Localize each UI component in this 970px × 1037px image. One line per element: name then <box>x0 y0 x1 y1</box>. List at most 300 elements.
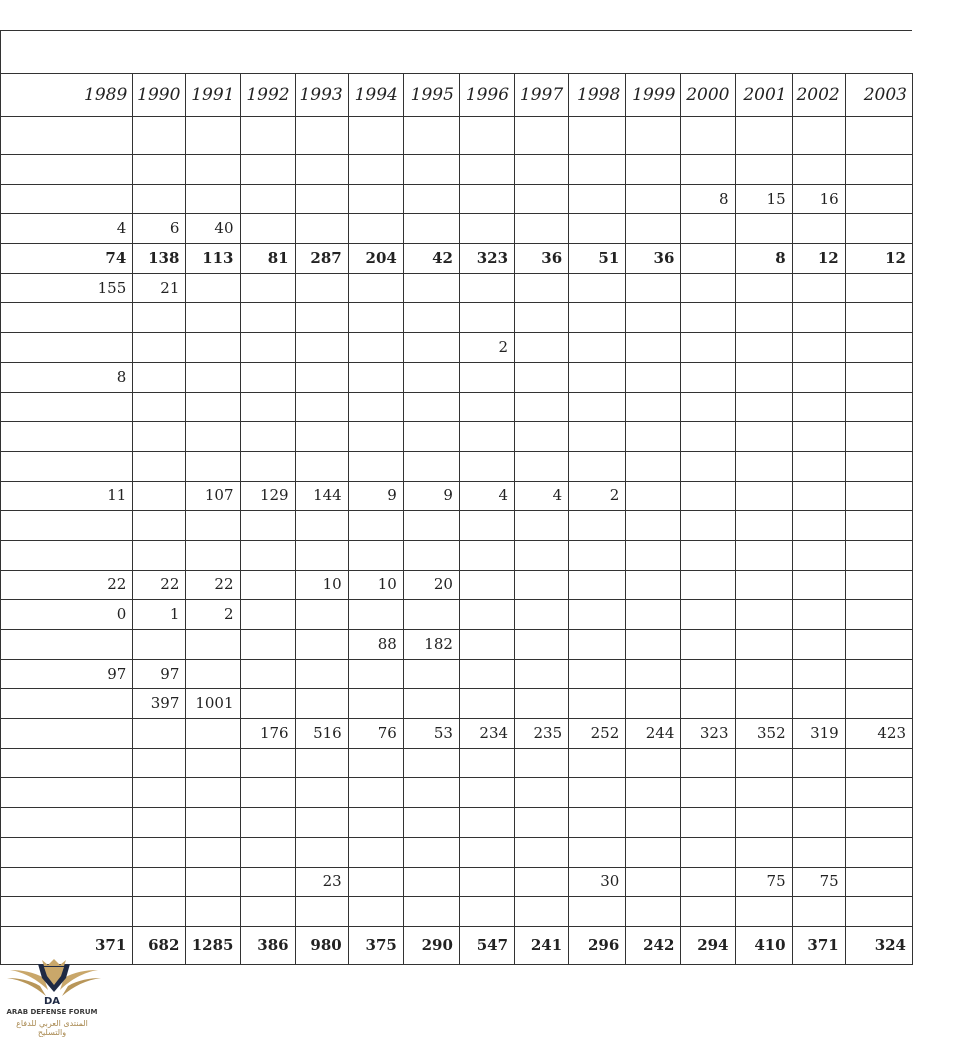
table-cell <box>295 511 348 541</box>
table-cell <box>792 748 845 778</box>
table-cell: 155 <box>1 273 133 303</box>
table-cell <box>1 630 133 660</box>
table-cell <box>348 897 403 927</box>
table-cell <box>459 689 514 719</box>
table-cell: 371 <box>1 926 133 964</box>
table-cell: 410 <box>735 926 792 964</box>
table-cell <box>295 540 348 570</box>
table-cell <box>295 659 348 689</box>
table-cell <box>459 303 514 333</box>
total-row <box>1 926 913 964</box>
year-header: 1996 <box>459 74 514 117</box>
table-cell <box>459 392 514 422</box>
year-header: 1998 <box>569 74 626 117</box>
table-cell: 2 <box>459 333 514 363</box>
table-cell <box>845 659 912 689</box>
table-cell <box>845 540 912 570</box>
table-cell: 682 <box>133 926 186 964</box>
table-cell <box>792 570 845 600</box>
table-row <box>1 778 913 808</box>
table-cell <box>735 422 792 452</box>
table-cell <box>515 511 569 541</box>
table-cell <box>1 392 133 422</box>
table-cell <box>459 214 514 244</box>
table-cell <box>845 511 912 541</box>
table-cell <box>403 689 459 719</box>
table-cell: 386 <box>240 926 295 964</box>
table-cell <box>240 778 295 808</box>
table-cell <box>626 333 681 363</box>
table-cell <box>792 117 845 155</box>
table-row <box>1 659 913 689</box>
table-cell: 287 <box>295 244 348 274</box>
table-cell <box>792 481 845 511</box>
table-cell <box>569 600 626 630</box>
table-cell <box>240 117 295 155</box>
table-cell <box>133 303 186 333</box>
table-cell <box>626 630 681 660</box>
table-row <box>1 540 913 570</box>
table-cell <box>295 451 348 481</box>
table-cell <box>626 481 681 511</box>
table-cell <box>459 540 514 570</box>
table-cell <box>295 808 348 838</box>
table-cell <box>240 451 295 481</box>
table-cell <box>735 659 792 689</box>
year-header: 2000 <box>681 74 735 117</box>
table-cell <box>515 451 569 481</box>
table-cell <box>459 273 514 303</box>
table-row <box>1 481 913 511</box>
table-cell <box>792 778 845 808</box>
table-cell <box>186 273 240 303</box>
year-header: 2002 <box>792 74 845 117</box>
table-cell <box>240 540 295 570</box>
table-cell <box>626 155 681 185</box>
table-body <box>1 117 913 965</box>
table-cell <box>792 659 845 689</box>
arab-defense-forum-logo <box>4 956 104 1037</box>
table-cell: 36 <box>515 244 569 274</box>
table-cell <box>845 897 912 927</box>
table-cell <box>569 184 626 214</box>
table-cell <box>1 117 133 155</box>
table-cell: 244 <box>626 719 681 749</box>
table-cell: 16 <box>792 184 845 214</box>
table-cell <box>681 897 735 927</box>
table-cell <box>792 511 845 541</box>
table-cell: 4 <box>1 214 133 244</box>
table-cell <box>515 897 569 927</box>
table-cell <box>240 748 295 778</box>
table-cell <box>403 511 459 541</box>
table-cell: 97 <box>133 659 186 689</box>
table-cell <box>403 214 459 244</box>
table-cell <box>569 362 626 392</box>
table-cell <box>681 570 735 600</box>
table-cell <box>240 184 295 214</box>
table-cell <box>515 273 569 303</box>
table-cell <box>845 155 912 185</box>
table-cell <box>569 630 626 660</box>
table-cell <box>240 155 295 185</box>
table-cell: 0 <box>1 600 133 630</box>
table-cell <box>681 540 735 570</box>
table-cell <box>845 570 912 600</box>
table-cell <box>186 362 240 392</box>
table-cell <box>1 897 133 927</box>
table-row <box>1 392 913 422</box>
table-cell <box>515 333 569 363</box>
table-cell: 88 <box>348 630 403 660</box>
table-cell <box>240 422 295 452</box>
table-cell <box>133 451 186 481</box>
table-cell <box>845 778 912 808</box>
table-cell <box>348 117 403 155</box>
table-cell <box>186 117 240 155</box>
table-cell: 107 <box>186 481 240 511</box>
table-cell: 9 <box>403 481 459 511</box>
table-cell <box>792 392 845 422</box>
table-cell <box>515 867 569 897</box>
table-cell <box>1 422 133 452</box>
table-cell <box>735 451 792 481</box>
table-cell <box>792 422 845 452</box>
table-cell <box>1 303 133 333</box>
table-cell <box>348 540 403 570</box>
table-cell: 423 <box>845 719 912 749</box>
table-cell <box>735 808 792 838</box>
table-cell <box>459 155 514 185</box>
table-cell <box>735 362 792 392</box>
table-cell <box>403 333 459 363</box>
table-cell: 22 <box>186 570 240 600</box>
table-cell <box>403 155 459 185</box>
table-row <box>1 897 913 927</box>
table-cell <box>792 630 845 660</box>
table-cell <box>348 451 403 481</box>
table-cell <box>1 719 133 749</box>
table-cell <box>133 117 186 155</box>
table-cell: 319 <box>792 719 845 749</box>
table-cell <box>515 808 569 838</box>
table-cell: 8 <box>681 184 735 214</box>
table-cell: 12 <box>845 244 912 274</box>
table-row <box>1 837 913 867</box>
table-cell <box>515 600 569 630</box>
table-cell <box>186 748 240 778</box>
table-cell <box>133 511 186 541</box>
table-cell <box>459 511 514 541</box>
table-cell <box>735 303 792 333</box>
table-cell <box>240 837 295 867</box>
table-cell <box>133 837 186 867</box>
table-cell <box>681 392 735 422</box>
table-row <box>1 333 913 363</box>
table-cell <box>792 303 845 333</box>
table-cell <box>626 422 681 452</box>
table-cell <box>792 600 845 630</box>
table-cell <box>569 392 626 422</box>
table-cell <box>626 511 681 541</box>
table-cell <box>569 540 626 570</box>
table-cell <box>348 333 403 363</box>
table-cell <box>735 392 792 422</box>
table-cell <box>626 600 681 630</box>
table-cell <box>626 184 681 214</box>
table-cell: 36 <box>626 244 681 274</box>
table-cell <box>515 540 569 570</box>
table-cell <box>626 273 681 303</box>
table-cell <box>681 867 735 897</box>
table-cell <box>681 273 735 303</box>
year-header: 1994 <box>348 74 403 117</box>
table-cell <box>295 837 348 867</box>
table-cell <box>845 392 912 422</box>
table-cell: 23 <box>295 867 348 897</box>
table-cell <box>295 897 348 927</box>
table-cell <box>735 155 792 185</box>
table-cell <box>681 778 735 808</box>
table-cell <box>1 511 133 541</box>
table-cell <box>515 362 569 392</box>
table-cell <box>133 392 186 422</box>
table-cell <box>186 303 240 333</box>
table-row <box>1 689 913 719</box>
table-cell: 76 <box>348 719 403 749</box>
table-cell <box>515 184 569 214</box>
table-cell <box>459 570 514 600</box>
table-cell <box>569 748 626 778</box>
table-cell <box>133 748 186 778</box>
left-rule <box>0 30 1 73</box>
table-cell: 352 <box>735 719 792 749</box>
table-cell: 4 <box>515 481 569 511</box>
table-cell: 113 <box>186 244 240 274</box>
table-cell <box>626 778 681 808</box>
table-cell <box>626 748 681 778</box>
table-cell <box>681 630 735 660</box>
table-cell <box>459 422 514 452</box>
table-cell <box>1 155 133 185</box>
table-cell <box>1 837 133 867</box>
table-cell <box>295 778 348 808</box>
table-row <box>1 867 913 897</box>
table-cell: 1 <box>133 600 186 630</box>
table-cell <box>845 837 912 867</box>
table-cell <box>403 117 459 155</box>
table-cell <box>133 184 186 214</box>
table-row <box>1 719 913 749</box>
top-rule <box>0 30 912 31</box>
table-cell <box>240 511 295 541</box>
table-cell <box>626 689 681 719</box>
table-cell: 1001 <box>186 689 240 719</box>
table-cell <box>569 837 626 867</box>
table-cell <box>348 273 403 303</box>
table-cell <box>295 117 348 155</box>
table-cell <box>845 481 912 511</box>
table-cell <box>186 719 240 749</box>
table-cell <box>133 867 186 897</box>
table-cell <box>240 630 295 660</box>
table-cell <box>735 333 792 363</box>
table-cell <box>735 481 792 511</box>
table-cell <box>681 451 735 481</box>
table-cell: 75 <box>735 867 792 897</box>
table-cell: 20 <box>403 570 459 600</box>
table-cell: 323 <box>681 719 735 749</box>
table-cell <box>735 897 792 927</box>
table-cell <box>626 451 681 481</box>
table-cell <box>681 748 735 778</box>
table-cell <box>515 689 569 719</box>
table-cell <box>1 184 133 214</box>
table-cell <box>186 422 240 452</box>
table-cell: 51 <box>569 244 626 274</box>
table-cell <box>459 837 514 867</box>
table-cell: 182 <box>403 630 459 660</box>
table-cell <box>295 155 348 185</box>
table-cell <box>735 837 792 867</box>
table-cell <box>133 333 186 363</box>
table-cell <box>240 273 295 303</box>
table-cell: 144 <box>295 481 348 511</box>
table-cell <box>681 117 735 155</box>
table-cell <box>1 867 133 897</box>
table-row <box>1 117 913 155</box>
table-cell <box>515 392 569 422</box>
table-cell <box>735 117 792 155</box>
table-cell <box>459 600 514 630</box>
logo-name-english: ARAB DEFENSE FORUM <box>6 1008 98 1016</box>
table-cell <box>792 808 845 838</box>
table-cell <box>792 897 845 927</box>
table-cell <box>845 451 912 481</box>
table-cell <box>348 422 403 452</box>
table-cell <box>133 540 186 570</box>
table-cell <box>186 392 240 422</box>
table-cell <box>735 748 792 778</box>
table-cell <box>845 600 912 630</box>
table-row <box>1 244 913 274</box>
table-cell <box>295 689 348 719</box>
table-row <box>1 570 913 600</box>
logo-mark: DA <box>43 996 61 1007</box>
table-cell <box>681 837 735 867</box>
table-cell <box>515 214 569 244</box>
table-cell <box>133 778 186 808</box>
table-cell <box>569 214 626 244</box>
table-cell <box>569 659 626 689</box>
year-header: 1989 <box>1 74 133 117</box>
table-cell: 980 <box>295 926 348 964</box>
table-cell <box>403 303 459 333</box>
table-cell <box>348 600 403 630</box>
table-cell: 75 <box>792 867 845 897</box>
year-header: 1991 <box>186 74 240 117</box>
table-cell <box>348 184 403 214</box>
table-cell <box>403 837 459 867</box>
table-cell: 8 <box>735 244 792 274</box>
table-cell <box>133 719 186 749</box>
table-cell <box>348 214 403 244</box>
table-cell <box>348 155 403 185</box>
table-cell <box>348 689 403 719</box>
table-cell <box>626 214 681 244</box>
header-row <box>1 74 913 117</box>
table-cell <box>133 481 186 511</box>
table-cell <box>681 689 735 719</box>
table-cell <box>240 867 295 897</box>
table-cell: 235 <box>515 719 569 749</box>
table-cell <box>626 570 681 600</box>
table-cell <box>295 333 348 363</box>
table-cell <box>1 333 133 363</box>
table-cell <box>403 184 459 214</box>
table-cell <box>569 155 626 185</box>
table-cell <box>133 362 186 392</box>
table-cell <box>515 303 569 333</box>
table-cell <box>735 630 792 660</box>
table-cell <box>348 837 403 867</box>
table-row <box>1 630 913 660</box>
table-cell: 204 <box>348 244 403 274</box>
table-cell: 1285 <box>186 926 240 964</box>
table-cell <box>681 808 735 838</box>
table-cell <box>569 451 626 481</box>
table-cell <box>186 867 240 897</box>
table-row <box>1 600 913 630</box>
year-header: 1990 <box>133 74 186 117</box>
year-header: 1992 <box>240 74 295 117</box>
table-cell: 40 <box>186 214 240 244</box>
table-cell: 42 <box>403 244 459 274</box>
table-cell <box>845 273 912 303</box>
table-row <box>1 303 913 333</box>
table-cell <box>681 303 735 333</box>
table-cell: 324 <box>845 926 912 964</box>
table-cell <box>348 392 403 422</box>
table-cell <box>681 214 735 244</box>
table-cell: 6 <box>133 214 186 244</box>
table-cell <box>459 362 514 392</box>
table-cell <box>186 630 240 660</box>
table-cell <box>186 659 240 689</box>
table-cell <box>295 748 348 778</box>
table-cell <box>295 184 348 214</box>
table-cell <box>348 867 403 897</box>
table-cell <box>295 362 348 392</box>
table-cell <box>626 392 681 422</box>
table-cell <box>681 422 735 452</box>
table-cell <box>735 273 792 303</box>
table-cell <box>240 303 295 333</box>
table-cell <box>403 392 459 422</box>
table-row <box>1 273 913 303</box>
table-cell <box>295 422 348 452</box>
table-cell <box>792 451 845 481</box>
table-cell: 294 <box>681 926 735 964</box>
table-cell <box>681 600 735 630</box>
table-cell <box>240 392 295 422</box>
table-cell <box>348 362 403 392</box>
table-cell <box>459 184 514 214</box>
table-row <box>1 362 913 392</box>
table-cell <box>459 808 514 838</box>
table-cell: 176 <box>240 719 295 749</box>
table-cell <box>681 511 735 541</box>
